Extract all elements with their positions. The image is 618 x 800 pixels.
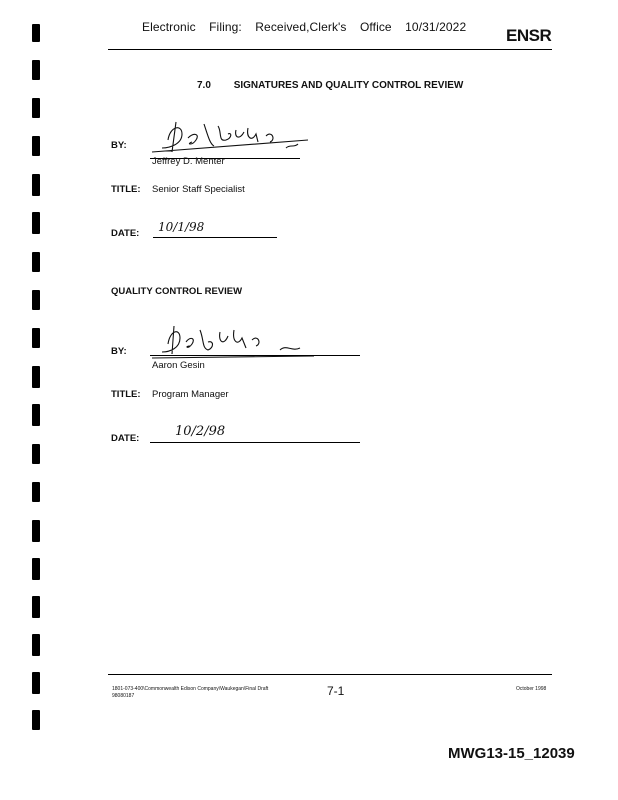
- qc-signer-title: Program Manager: [152, 389, 229, 400]
- qc-signature-image: [150, 320, 320, 364]
- stamp-date: 10/31/2022: [405, 20, 467, 34]
- header-rule: [108, 49, 552, 50]
- binder-hole: [32, 60, 40, 80]
- binder-hole: [32, 212, 40, 234]
- binder-hole: [32, 252, 40, 272]
- qc-by-label: BY:: [111, 346, 127, 357]
- qc-title-label: TITLE:: [111, 389, 141, 400]
- binder-hole: [32, 366, 40, 388]
- qc-handwritten-date: 10/2/98: [175, 424, 226, 439]
- signer-title: Senior Staff Specialist: [152, 184, 245, 195]
- section-heading: [197, 80, 463, 91]
- qc-date-label: DATE:: [111, 433, 140, 444]
- binder-hole: [32, 136, 40, 156]
- binder-hole: [32, 174, 40, 196]
- date-line: [153, 237, 277, 238]
- footer-rule: [108, 674, 552, 675]
- by-label: BY:: [111, 140, 127, 151]
- qc-heading: QUALITY CONTROL REVIEW: [111, 286, 243, 297]
- binder-hole: [32, 596, 40, 618]
- binder-hole: [32, 24, 40, 42]
- section-number: 7.0: [197, 80, 211, 91]
- document-id: MWG13-15_12039: [448, 745, 575, 762]
- qc-signer-name: Aaron Gesin: [152, 360, 205, 371]
- binder-hole: [32, 404, 40, 426]
- filing-stamp: [142, 20, 476, 34]
- page-number: 7-1: [327, 684, 345, 698]
- stamp-received: Received,Clerk's: [255, 20, 347, 34]
- binder-hole: [32, 444, 40, 464]
- footer-date: October 1998: [516, 686, 547, 692]
- binder-hole: [32, 328, 40, 348]
- binder-hole: [32, 520, 40, 542]
- title-label: TITLE:: [111, 184, 141, 195]
- ensr-logo: ENSR: [506, 26, 552, 45]
- binder-hole: [32, 290, 40, 310]
- stamp-filing: Filing:: [209, 20, 242, 34]
- date-label: DATE:: [111, 228, 140, 239]
- stamp-electronic: Electronic: [142, 20, 196, 34]
- binder-hole: [32, 558, 40, 580]
- footer-project-number: 98080187: [112, 693, 135, 699]
- binder-hole: [32, 634, 40, 656]
- qc-signature-line: [150, 355, 360, 356]
- binder-hole: [32, 98, 40, 118]
- footer-project-reference: 1801-073-400\Commonwealth Edison Company\Waukegan\Final Draft: [112, 686, 269, 692]
- binder-hole: [32, 710, 40, 730]
- binder-hole: [32, 672, 40, 694]
- binder-hole: [32, 482, 40, 502]
- stamp-office: Office: [359, 20, 392, 34]
- qc-date-line: [150, 442, 360, 443]
- section-title: SIGNATURES AND QUALITY CONTROL REVIEW: [233, 80, 464, 91]
- handwritten-date: 10/1/98: [158, 220, 205, 234]
- signer-name: Jeffrey D. Menter: [152, 156, 225, 167]
